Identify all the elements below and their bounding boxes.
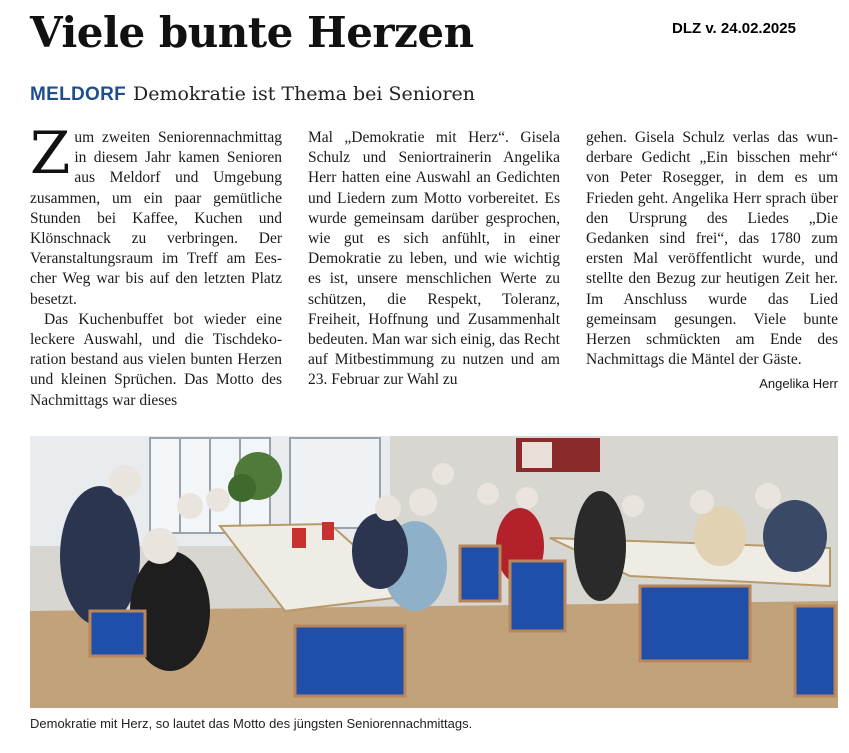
article-paragraph: gehen. Gisela Schulz verlas das wunderbare Gedicht „Ein bisschen mehr“ von Peter Rosegger, in dem es um Frieden geht. Angelika Herr sprach über den Ursprung des Liedes „Die Gedanken sind frei“, das 1780 zum ersten Mal veröffentlicht wurde, und stellte den Bezug zur heutigen Zeit her. Im Anschluss wurde das Lied gemeinsam gesungen. Viele bunte Herzen schmückten am Ende des Nachmittags die Mäntel der Gäste. bbox=[586, 129, 838, 369]
article-column-2 bbox=[308, 128, 560, 391]
headline: Viele bunte Herzen bbox=[30, 8, 474, 57]
article-paragraph bbox=[30, 119, 282, 310]
article-column-1 bbox=[30, 119, 282, 411]
article-photo bbox=[30, 436, 838, 708]
source-note: DLZ v. 24.02.2025 bbox=[672, 20, 796, 37]
drop-cap: Z bbox=[30, 119, 71, 187]
article-paragraph: Mal „Demokratie mit Herz“. Gisela Schulz und Seniortrainerin Angelika Herr hatten eine Auswahl an Gedichten und Liedern zum Motto vorbereitet. Es wurde gemeinsam darüber gesprochen, wie gut es sich anfühlt, in einer Demokratie zu leben, und wie wichtig es ist, unsere menschlichen Werte zu schützen, die Respekt, Toleranz, Freiheit, Hoffnung und Zusammenhalt bedeuten. Man war sich einig, das Recht auf Mitbestimmung zu nutzen und am 23. Februar zur Wahl zu bbox=[308, 129, 560, 389]
photo-caption: Demokratie mit Herz, so lautet das Motto des jüngsten Seniorennachmittags. bbox=[30, 716, 473, 731]
author-byline: Angelika Herr bbox=[759, 376, 838, 392]
subheadline: Demokratie ist Thema bei Senioren bbox=[133, 83, 476, 105]
location-label: MELDORF bbox=[30, 84, 127, 105]
paragraph-text: um zweiten Seniorennachmittag in diesem Jahr kamen Senioren aus Meldorf und Umgebung zusammen, um ein paar gemütliche Stunden bei Kaffee, Kuchen und Klönschnack zu verbringen. Der Veranstaltungsraum im Treff am Eescher Weg war bis auf den letzten Platz besetzt. bbox=[30, 129, 282, 308]
article-column-3 bbox=[586, 128, 838, 395]
photo-illustration bbox=[30, 436, 838, 708]
subheadline-row bbox=[30, 83, 475, 106]
article-paragraph: Das Kuchenbuffet bot wieder eine leckere Auswahl, und die Tischdekoration bestand aus vielen bunten Herzen und kleinen Sprüchen. Das Motto des Nachmittags war dieses bbox=[30, 310, 282, 409]
